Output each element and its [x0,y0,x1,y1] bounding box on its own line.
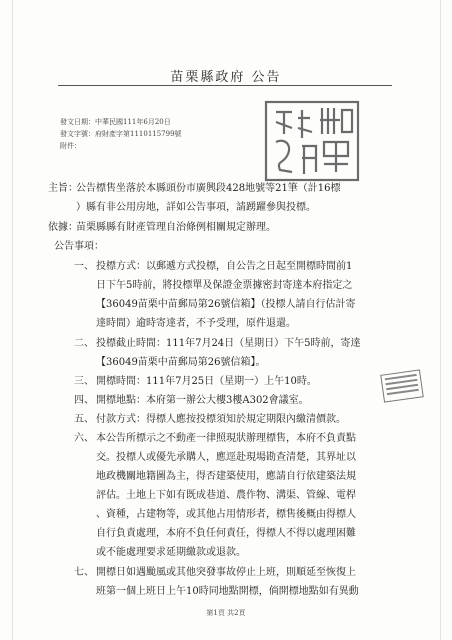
item-line: 或不能處理要求延期繳款或退款。 [96,547,246,558]
basis-text: 苗栗縣縣有財產管理自治條例相關規定辦理。 [76,222,276,233]
item-number: 七、 [74,567,94,578]
item-number: 一、 [74,261,94,272]
item-line: 交。投標人或優先承購人，應逕赴現場勘查清楚，其界址以 [96,452,356,463]
item-text: 開標時間：111年7月25日（星期一）上午10時。 [96,376,317,387]
item-line: 本公告所標示之不動產一律照現狀辦理標售，本府不負責點 [96,433,356,444]
basis-label: 依據： [48,222,78,233]
item-line: 投標方式：以郵遞方式投標，自公告之日起至開標時間前1 [96,261,353,272]
scan-edge-line [440,0,441,640]
items-heading: 公告事項： [54,241,104,252]
item-number: 三、 [74,376,94,387]
item-number: 二、 [74,338,94,349]
page-footer: 第1頁 共2頁 [206,609,246,617]
item-line: 評估。土地上下如有既成巷道、農作物、溝渠、管線、電桿 [96,490,356,501]
margin-stamp-icon [380,369,424,402]
item-line: 達時間）逾時寄達者，不予受理，原件退還。 [96,318,296,329]
item-line: 班第一個上班日上午10時同地點開標，倘開標地點如有異動 [96,586,359,597]
title-underline [58,85,392,86]
item-line: 日下午5時前，將投標單及保證金票據密封寄達本府指定之 [96,280,353,291]
item-text [96,334,361,372]
item-text [96,429,356,562]
official-seal-icon [262,98,362,184]
document-number: 發文字號：府財產字第1110115799號 [60,130,182,138]
item-number: 五、 [74,414,94,425]
item-line: 自行負責處理，本府不負任何責任，得標人不得以處理困難 [96,528,356,539]
subject-text [76,179,341,217]
scan-edge-line [12,0,13,640]
item-line: 、資種，占建物等，或其他占用情形者，標售後概由得標人 [96,509,356,520]
item-text: 付款方式：得標人應按投標須知於規定期限內繳清價款。 [96,414,346,425]
page-title: 苗栗縣政府 公告 [170,70,282,85]
item-line: 投標截止時間：111年7月24日（星期日）下午5時前，寄達 [96,338,361,349]
item-text: 開標地點：本府第一辦公大樓3樓A302會議室。 [96,395,309,406]
item-text [96,257,356,333]
item-line: 地政機關地籍圖為主，得否建築使用，應請自行依建築法規 [96,471,356,482]
subject-line: 公告標售坐落於本縣頭份市廣興段428地號等21筆（計16標 [76,183,341,194]
item-number: 六、 [74,433,94,444]
issue-date: 發文日期：中華民國111年6月20日 [60,118,171,126]
attachment-label: 附件： [60,142,81,150]
subject-label: 主旨： [48,183,78,194]
item-number: 四、 [74,395,94,406]
item-text [96,563,359,601]
item-line: 【36049苗栗中苗郵局第26號信箱】。 [96,357,266,368]
item-line: 開標日如遇颱風或其他突發事故停止上班，則順延至恢復上 [96,567,356,578]
item-line: 【36049苗栗中苗郵局第26號信箱】（投標人請自行估計寄 [96,299,356,310]
subject-line: ）縣有非公用房地，詳如公告事項，請踴躍參與投標。 [76,202,316,213]
